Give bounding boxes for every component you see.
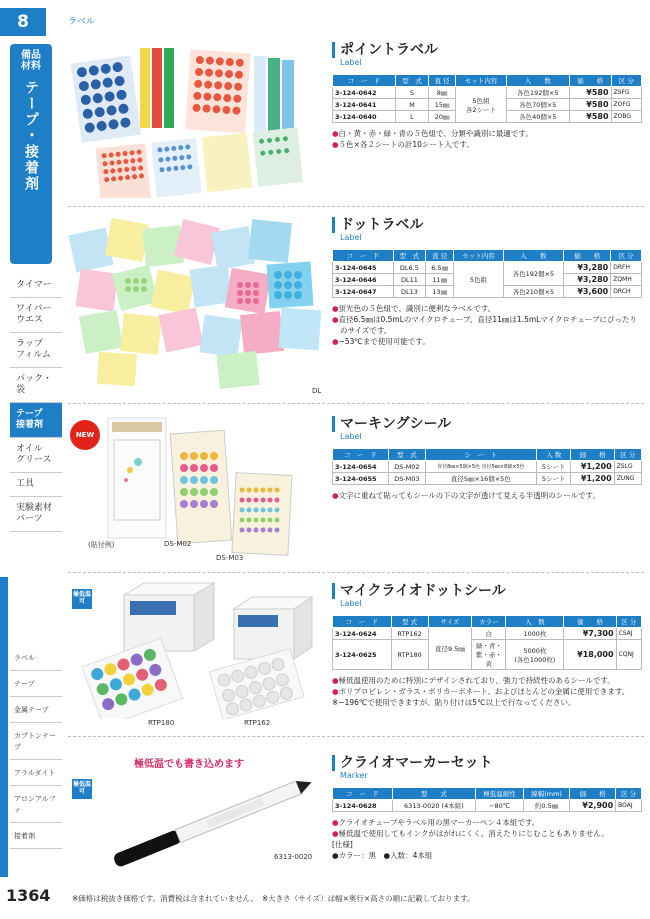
marker-info <box>332 755 642 861</box>
point-label-illustration <box>68 38 318 198</box>
col-price: 価 格 <box>570 788 616 800</box>
nav-upper <box>10 274 62 532</box>
col-code: コ ー ド <box>333 616 392 628</box>
cell-code: 3-124-0624 <box>333 628 392 640</box>
col-qty: 入 数 <box>506 75 569 87</box>
chapter-small-line2: 材料 <box>21 61 41 72</box>
marking-seal-image <box>68 410 320 570</box>
cell-class: BOAJ <box>616 800 642 812</box>
cell-code: 3-124-0647 <box>333 286 394 298</box>
product-subtitle: Label <box>340 432 362 441</box>
col-model: 型 式 <box>395 75 428 87</box>
spec-table <box>332 74 642 123</box>
cell-model: M <box>395 99 428 111</box>
headline-text: 極低温でも書き込めます <box>134 759 244 770</box>
table-row <box>333 473 642 485</box>
dot-label-image <box>68 213 320 399</box>
list-item: ●極低温使用のために特別にデザインされており、強力で持続性のあるシールです。 <box>332 676 615 685</box>
cell-class: ZSLG <box>614 461 641 473</box>
cell-class: ZSFG <box>611 87 641 99</box>
col-price: 価 格 <box>564 250 611 262</box>
product-subtitle: Label <box>340 599 362 608</box>
cell-model: RTP180 <box>391 640 428 670</box>
product-title: マイクライオドットシール <box>332 583 642 599</box>
feature-list <box>332 675 642 708</box>
cell-model: DS-M02 <box>389 461 426 473</box>
nav-item[interactable]: ラベル <box>10 645 62 671</box>
col-sheet: シ ー ト <box>425 449 536 461</box>
table-row <box>333 461 642 473</box>
cell-code: 3-124-0640 <box>333 111 396 123</box>
table-row <box>333 87 642 99</box>
list-item: ●蛍光色の５色組で、識別に便利なラベルです。 <box>332 304 496 313</box>
image-caption: DS-M03 <box>216 554 244 562</box>
feature-list <box>332 128 642 150</box>
col-qty: 入 数 <box>506 616 564 628</box>
marker-illustration <box>68 777 324 877</box>
list-item: ●ポリプロピレン・ガラス・ポリカーボネート、およびほとんどの金属に使用できます。 <box>332 687 630 696</box>
cell-qty: 各色40個×5 <box>506 111 569 123</box>
cell-class: CSAJ <box>616 628 641 640</box>
spec-table <box>332 787 642 812</box>
spec-header-row <box>333 250 642 262</box>
marking-seal-info <box>332 416 642 501</box>
cell-color: 緑・青・紫・赤・黄 <box>472 640 506 670</box>
nav-item[interactable]: テープ 接着剤 <box>10 403 62 438</box>
col-qty: 入 数 <box>537 449 571 461</box>
cell-class: ZUNG <box>614 473 641 485</box>
cryo-dot-info <box>332 583 642 708</box>
list-item: ●文字に重ねて貼ってもシールの下の文字が透けて見える半透明のシールです。 <box>332 491 600 500</box>
cell-color: 白 <box>472 628 506 640</box>
col-set: セット内容 <box>454 250 503 262</box>
image-caption: RTP162 <box>244 719 271 727</box>
cell-set: 5色組 <box>454 262 503 298</box>
product-title: クライオマーカーセット <box>332 755 642 771</box>
cell-diameter: 11㎜ <box>425 274 454 286</box>
cell-diameter: 13㎜ <box>425 286 454 298</box>
cell-price: ¥3,280 <box>564 274 611 286</box>
table-row <box>333 800 642 812</box>
nav-item[interactable]: 接着剤 <box>10 823 62 849</box>
nav-item[interactable]: 工具 <box>10 473 62 497</box>
cell-model: L <box>395 111 428 123</box>
col-class: 区 分 <box>611 250 642 262</box>
product-title: マーキングシール <box>332 416 642 432</box>
product-title: ドットラベル <box>332 217 642 233</box>
col-linewidth: 線幅(mm) <box>524 788 570 800</box>
cell-sheet: 直径5㎜×16個×5色 <box>425 473 536 485</box>
list-item: ●−53℃まで使用可能です。 <box>332 337 430 346</box>
cell-code: 3-124-0654 <box>333 461 389 473</box>
col-price: 価 格 <box>564 616 616 628</box>
spec-table <box>332 249 642 298</box>
cell-price: ¥580 <box>569 87 611 99</box>
nav-item[interactable]: ワイパー ウエス <box>10 298 62 333</box>
col-color: カラー <box>472 616 506 628</box>
chapter-small-line1: 備品 <box>21 50 41 61</box>
col-model: 型 式 <box>393 250 425 262</box>
cell-model: DL6.5 <box>393 262 425 274</box>
cell-price: ¥2,900 <box>570 800 616 812</box>
cell-price: ¥1,200 <box>571 473 614 485</box>
dot-label-illustration <box>68 213 324 393</box>
cell-size: 直径9.5㎜ <box>428 628 472 670</box>
image-caption: 6313-0020 <box>274 853 313 861</box>
cryo-dot-illustration <box>68 579 324 719</box>
cell-code: 3-124-0625 <box>333 640 392 670</box>
cell-model: DL13 <box>393 286 425 298</box>
cell-qty: 5シート <box>537 461 571 473</box>
cell-diameter: 15㎜ <box>429 99 456 111</box>
product-subtitle: Marker <box>340 771 368 780</box>
cell-diameter: 20㎜ <box>429 111 456 123</box>
cell-model: DL11 <box>393 274 425 286</box>
col-class: 区 分 <box>616 788 642 800</box>
cell-model: DS-M03 <box>389 473 426 485</box>
footer-note: ※価格は税抜き価格です。消費税は含まれていません。 ※大きさ（サイズ）は幅×奥行×高さの順に記載しております。 <box>72 894 475 903</box>
cell-price: ¥1,200 <box>571 461 614 473</box>
product-point-label <box>68 38 644 206</box>
col-diameter: 直 径 <box>425 250 454 262</box>
product-subtitle: Label <box>340 58 362 67</box>
product-marking-seal <box>68 403 644 571</box>
cell-class: CQNJ <box>616 640 641 670</box>
product-subtitle: Label <box>340 233 362 242</box>
col-code: コ ー ド <box>333 75 396 87</box>
cell-qty: 各色192個×5 <box>503 262 564 286</box>
chapter-title-block <box>10 44 52 264</box>
cell-class: DRCH <box>611 286 642 298</box>
image-caption: DS-M02 <box>164 540 192 548</box>
list-item: ●直径6.5㎜は0.5mLのマイクロチューブ、直径11㎜は1.5mLマイクロチューブにぴったりのサイズです。 <box>332 315 637 335</box>
cell-diameter: 6.5㎜ <box>425 262 454 274</box>
nav-item[interactable]: カプトンテープ <box>10 723 62 760</box>
col-size: サイズ <box>428 616 472 628</box>
product-cryo-dot-seal <box>68 572 644 734</box>
feature-list <box>332 817 642 861</box>
marking-seal-illustration <box>68 410 324 560</box>
nav-item[interactable]: 実験素材 パーツ <box>10 497 62 532</box>
table-row <box>333 640 642 670</box>
cell-price: ¥18,000 <box>564 640 616 670</box>
col-model: 型 式 <box>391 616 428 628</box>
cell-model: 6313-0020 (4本組) <box>392 800 475 812</box>
col-price: 価 格 <box>569 75 611 87</box>
col-set: セット内容 <box>456 75 507 87</box>
feature-list <box>332 490 642 501</box>
spec-header-row <box>333 449 642 461</box>
point-label-info <box>332 42 642 150</box>
cell-model: S <box>395 87 428 99</box>
nav-item[interactable]: タイマー <box>10 274 62 298</box>
cell-price: ¥3,600 <box>564 286 611 298</box>
spec-title: [仕様] <box>332 840 353 849</box>
cell-sheet: 直径8㎜×5個×5色 直径5㎜×8個×5色 <box>425 461 536 473</box>
cell-qty: 5000枚 (各色1000枚) <box>506 640 564 670</box>
col-code: コ ー ド <box>333 250 394 262</box>
col-code: コ ー ド <box>333 788 393 800</box>
col-class: 区 分 <box>611 75 641 87</box>
cell-set: 5色組 各2シート <box>456 87 507 123</box>
cell-code: 3-124-0646 <box>333 274 394 286</box>
point-label-image <box>68 38 320 198</box>
spec-table <box>332 615 642 670</box>
list-item: ●白・黄・赤・緑・青の５色組で、分類や識別に最適です。 <box>332 129 533 138</box>
image-caption: RTP180 <box>148 719 175 727</box>
category-header: ラベル <box>68 17 96 27</box>
list-item: ●クライオチューブやラベル用の黒マーカーペン４本組です。 <box>332 818 540 827</box>
side-tab-marker <box>0 577 8 877</box>
image-caption: DL <box>312 387 322 395</box>
table-row <box>333 262 642 274</box>
cell-code: 3-124-0655 <box>333 473 389 485</box>
cell-class: ZOBG <box>611 111 641 123</box>
cell-qty: 各色210個×5 <box>503 286 564 298</box>
dot-label-info <box>332 217 642 347</box>
product-cryo-marker <box>68 736 644 886</box>
spec-header-row <box>333 616 642 628</box>
feature-list <box>332 303 642 347</box>
nav-item[interactable]: オイル グリース <box>10 438 62 473</box>
chapter-number: 8 <box>0 8 46 36</box>
image-caption: (貼付例) <box>88 541 115 549</box>
cell-class: ZQMH <box>611 274 642 286</box>
cell-model: RTP162 <box>391 628 428 640</box>
cell-price: ¥580 <box>569 99 611 111</box>
cryo-badge: 極低温 可 <box>72 779 92 799</box>
cell-qty: 5シート <box>537 473 571 485</box>
cell-class: ZOFG <box>611 99 641 111</box>
cell-code: 3-124-0641 <box>333 99 396 111</box>
spec-table <box>332 448 642 485</box>
col-diameter: 直 径 <box>429 75 456 87</box>
nav-item[interactable]: ラップ フィルム <box>10 333 62 368</box>
nav-item[interactable]: テープ <box>10 671 62 697</box>
col-cryo: 極低温耐性 <box>475 788 523 800</box>
col-model: 型 式 <box>392 788 475 800</box>
cell-qty: 各色192個×5 <box>506 87 569 99</box>
page-number: 1364 <box>6 886 51 905</box>
cell-price: ¥580 <box>569 111 611 123</box>
spec-header-row <box>333 75 642 87</box>
cell-code: 3-124-0628 <box>333 800 393 812</box>
cell-diameter: 8㎜ <box>429 87 456 99</box>
cell-price: ¥7,300 <box>564 628 616 640</box>
col-price: 価 格 <box>571 449 614 461</box>
col-code: コ ー ド <box>333 449 389 461</box>
list-item: ●５色×各２シートの計10シート入です。 <box>332 140 474 149</box>
chapter-title: テープ・接着剤 <box>23 80 39 192</box>
note-text: ※−196℃で使用できますが、貼り付けは5℃以上で行なってください。 <box>332 698 576 707</box>
cell-code: 3-124-0642 <box>333 87 396 99</box>
cell-qty: 1000枚 <box>506 628 564 640</box>
cell-cryo: −80℃ <box>475 800 523 812</box>
spec-header-row <box>333 788 642 800</box>
cryo-dot-image <box>68 579 320 735</box>
product-title: ポイントラベル <box>332 42 642 58</box>
table-row <box>333 628 642 640</box>
product-dot-label <box>68 206 644 402</box>
marker-image <box>68 777 320 887</box>
nav-lower <box>10 645 62 849</box>
nav-item[interactable]: パック・袋 <box>10 368 62 403</box>
nav-item[interactable]: アラルダイト <box>10 760 62 786</box>
list-item: ●極低温で使用してもインクがはがれにくく、消えたりにじむこともありません。 <box>332 829 609 838</box>
side-rail <box>0 0 62 919</box>
cell-class: DRFH <box>611 262 642 274</box>
cell-code: 3-124-0645 <box>333 262 394 274</box>
nav-item[interactable]: 金属テープ <box>10 697 62 723</box>
col-model: 型 式 <box>389 449 426 461</box>
cell-qty: 各色70個×5 <box>506 99 569 111</box>
col-class: 区 分 <box>616 616 641 628</box>
nav-item[interactable]: アロンアルファ <box>10 786 62 823</box>
cell-linewidth: 約0.5㎜ <box>524 800 570 812</box>
spec-line: ●カラー：黒 ●入数：4本組 <box>332 851 433 860</box>
new-badge: NEW <box>70 420 100 450</box>
col-qty: 入 数 <box>503 250 564 262</box>
chapter-small-label <box>21 50 41 76</box>
cryo-badge: 極低温 可 <box>72 589 92 609</box>
cell-price: ¥3,280 <box>564 262 611 274</box>
col-class: 区 分 <box>614 449 641 461</box>
